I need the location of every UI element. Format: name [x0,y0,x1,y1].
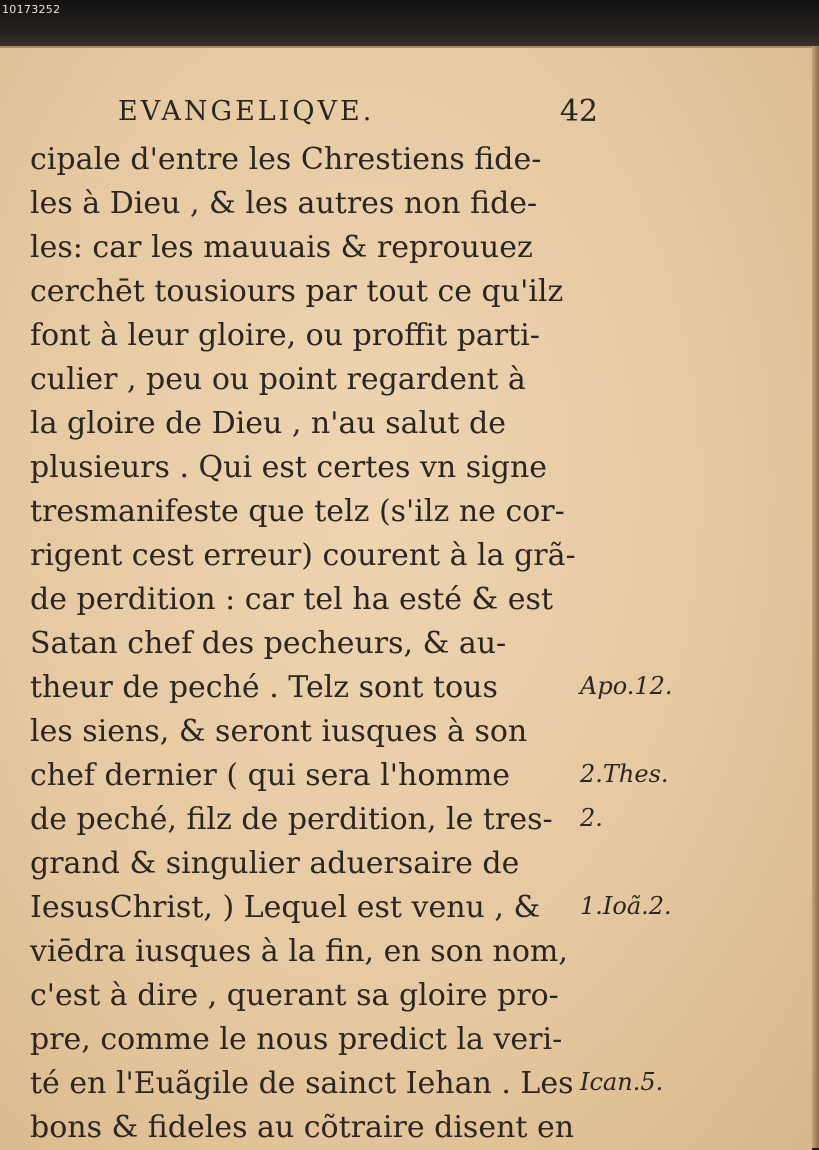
text-line: font à leur gloire, ou proffit parti- [30,318,540,353]
text-line: pre, comme le nous predict la veri- [30,1022,563,1057]
text-line: bons & fideles au cõtraire disent en [30,1110,575,1145]
text-line: theur de peché . Telz sont tous [30,670,498,705]
text-line: IesusChrist, ) Lequel est venu , & [30,890,541,925]
text-line: c'est à dire , querant sa gloire pro- [30,978,559,1013]
text-line: cipale d'entre les Chrestiens fide- [30,142,542,177]
text-line: les siens, & seront iusques à son [30,714,528,749]
running-head [118,96,598,136]
margin-reference: 2.Thes. [580,760,669,788]
page-edge [812,46,819,1148]
running-head-title: EVANGELIQVE. [118,96,375,127]
text-line: tresmanifeste que telz (s'ilz ne cor- [30,494,565,529]
text-line: culier , peu ou point regardent à [30,362,526,397]
text-line: rigent cest erreur) courent à la grã- [30,538,576,573]
text-line: de perdition : car tel ha esté & est [30,582,553,617]
margin-reference: Ican.5. [580,1068,664,1096]
text-line: chef dernier ( qui sera l'homme [30,758,511,793]
text-line: cerchēt tousiours par tout ce qu'ilz [30,274,564,309]
text-line: la gloire de Dieu , n'au salut de [30,406,506,441]
text-line: Satan chef des pecheurs, & au- [30,626,507,661]
text-line: plusieurs . Qui est certes vn signe [30,450,548,485]
margin-reference: Apo.12. [580,672,673,700]
body-text [30,138,595,1150]
scan-reference-id: 10173252 [2,3,61,16]
text-line: grand & singulier aduersaire de [30,846,520,881]
scan-top-border [0,0,819,48]
text-line: té en l'Euãgile de sainct Iehan . Les [30,1066,574,1101]
page-number: 42 [559,94,598,129]
margin-reference: 2. [580,804,603,832]
text-line: viēdra iusques à la fin, en son nom, [30,934,568,969]
text-line: de peché, filz de perdition, le tres- [30,802,553,837]
text-line: les: car les mauuais & reprouuez [30,230,533,265]
margin-reference: 1.Ioã.2. [580,892,672,920]
text-line: les à Dieu , & les autres non fide- [30,186,538,221]
